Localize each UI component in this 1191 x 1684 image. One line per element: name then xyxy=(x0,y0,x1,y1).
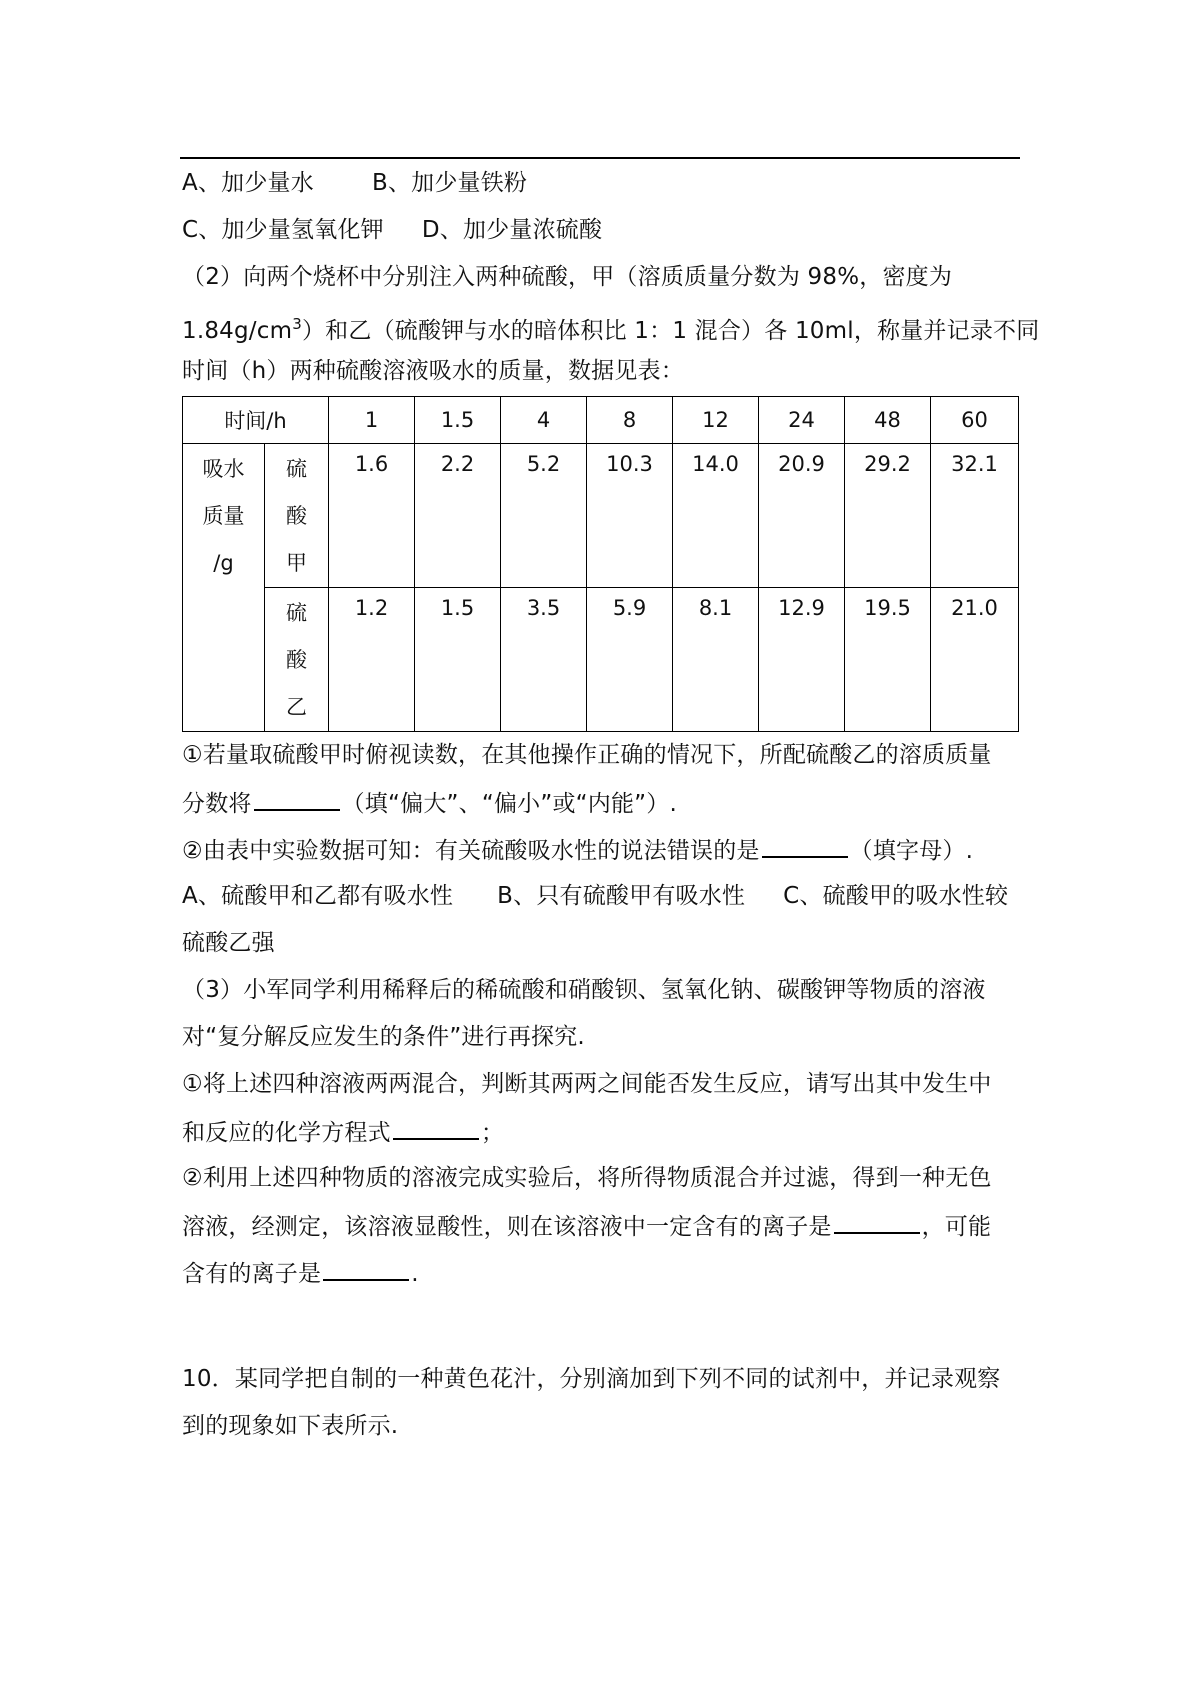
table-row xyxy=(183,444,1019,588)
header-time: 4 xyxy=(501,397,587,444)
table-cell: 20.9 xyxy=(759,444,845,588)
table-cell: 5.2 xyxy=(501,444,587,588)
table-cell: 21.0 xyxy=(931,588,1019,732)
question-1-line-2: 分数将 （填“偏大”、“偏小”或“内能”）. xyxy=(182,787,1020,819)
question-1-line-1: ①若量取硫酸甲时俯视读数，在其他操作正确的情况下，所配硫酸乙的溶质质量 xyxy=(182,742,992,768)
table-cell: 12.9 xyxy=(759,588,845,732)
series-label-jia: 硫 酸 甲 xyxy=(265,444,329,588)
question-10-line-1: 10．某同学把自制的一种黄色花汁，分别滴加到下列不同的试剂中，并记录观察 xyxy=(182,1366,1001,1392)
header-time: 1.5 xyxy=(415,397,501,444)
answer-blank[interactable] xyxy=(834,1210,920,1234)
question-2-line: ②由表中实验数据可知：有关硫酸吸水性的说法错误的是 （填字母）. xyxy=(182,834,1020,866)
paragraph-3-q1-line-1: ①将上述四种溶液两两混合，判断其两两之间能否发生反应，请写出其中发生中 xyxy=(182,1071,992,1097)
table-cell: 19.5 xyxy=(845,588,931,732)
table-row xyxy=(183,588,1019,732)
paragraph-3-q1-line-2: 和反应的化学方程式 ； xyxy=(182,1116,1020,1148)
question-2-options-cont: 硫酸乙强 xyxy=(182,930,275,956)
answer-blank[interactable] xyxy=(393,1116,479,1140)
option-a: A、硫酸甲和乙都有吸水性 xyxy=(182,883,454,909)
question-10-line-2: 到的现象如下表所示. xyxy=(182,1413,399,1439)
absorption-table xyxy=(182,396,1019,732)
paragraph-3-q2-line-3: 含有的离子是 . xyxy=(182,1257,1020,1289)
paragraph-2-line-2: $1.84g/cm^3$）和乙（硫酸钾与水的暗体积比 1：1 混合）各 10ml，称量并记录不同 xyxy=(182,315,1040,344)
option-line-ab xyxy=(182,168,1020,198)
answer-blank[interactable] xyxy=(762,834,848,858)
table-cell: 29.2 xyxy=(845,444,931,588)
paragraph-3-q2-line-2: 溶液，经测定，该溶液显酸性，则在该溶液中一定含有的离子是 ，可能 xyxy=(182,1210,1020,1242)
table-cell: 5.9 xyxy=(587,588,673,732)
paragraph-3-line-2: 对“复分解反应发生的条件”进行再探究. xyxy=(182,1024,585,1050)
option-b: B、只有硫酸甲有吸水性 xyxy=(497,883,746,909)
table-cell: 10.3 xyxy=(587,444,673,588)
paragraph-3-q2-line-1: ②利用上述四种物质的溶液完成实验后，将所得物质混合并过滤，得到一种无色 xyxy=(182,1165,992,1191)
table-cell: 14.0 xyxy=(673,444,759,588)
table-header-row xyxy=(183,397,1019,444)
option-c: C、加少量氢氧化钾 xyxy=(182,217,384,243)
series-label-yi: 硫 酸 乙 xyxy=(265,588,329,732)
answer-blank[interactable] xyxy=(254,787,340,811)
header-time: 60 xyxy=(931,397,1019,444)
header-time: 12 xyxy=(673,397,759,444)
table-cell: 1.6 xyxy=(329,444,415,588)
paragraph-2-line-1: （2）向两个烧杯中分别注入两种硫酸，甲（溶质质量分数为 98%，密度为 xyxy=(182,264,953,290)
header-time: 48 xyxy=(845,397,931,444)
header-rule xyxy=(180,157,1020,159)
option-line-cd xyxy=(182,215,1020,245)
table-cell: 1.2 xyxy=(329,588,415,732)
table-cell: 32.1 xyxy=(931,444,1019,588)
table-cell: 1.5 xyxy=(415,588,501,732)
option-a: A、加少量水 xyxy=(182,170,314,196)
table-cell: 2.2 xyxy=(415,444,501,588)
option-d: D、加少量浓硫酸 xyxy=(421,217,603,243)
question-2-options xyxy=(182,881,1020,911)
header-time: 24 xyxy=(759,397,845,444)
option-b: B、加少量铁粉 xyxy=(371,170,528,196)
row-group-label: 吸水 质量 /g xyxy=(183,444,265,732)
option-c: C、硫酸甲的吸水性较 xyxy=(783,883,1009,909)
answer-blank[interactable] xyxy=(323,1257,409,1281)
header-time-label: 时间/h xyxy=(183,397,329,444)
paragraph-2-line-3: 时间（h）两种硫酸溶液吸水的质量，数据见表： xyxy=(182,358,684,384)
table-cell: 3.5 xyxy=(501,588,587,732)
header-time: 1 xyxy=(329,397,415,444)
header-time: 8 xyxy=(587,397,673,444)
table-cell: 8.1 xyxy=(673,588,759,732)
paragraph-3-line-1: （3）小军同学利用稀释后的稀硫酸和硝酸钡、氢氧化钠、碳酸钾等物质的溶液 xyxy=(182,977,986,1003)
